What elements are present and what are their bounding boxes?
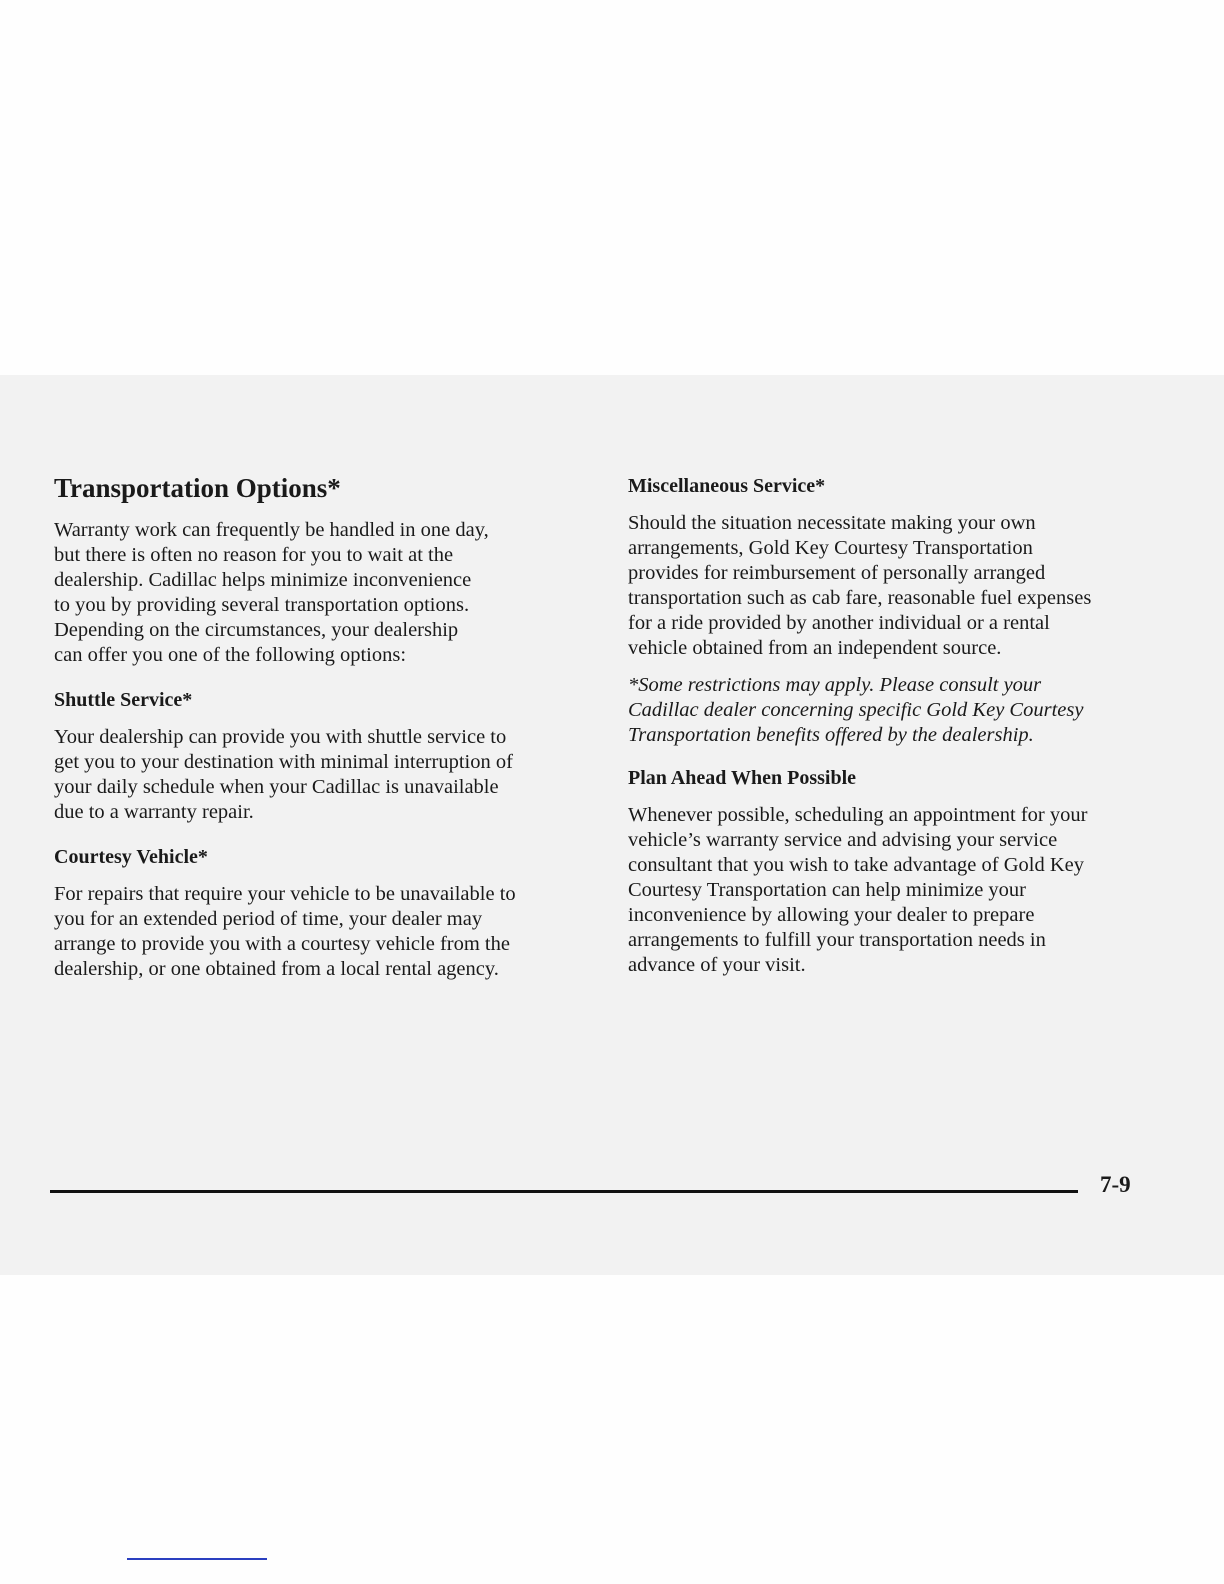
text-line: vehicle obtained from an independent source. (628, 637, 1002, 659)
text-line: Your dealership can provide you with shuttle service to (54, 726, 507, 749)
shuttle-service-heading: Shuttle Service* (54, 689, 193, 712)
text-line: arrangements, Gold Key Courtesy Transportation (628, 537, 1033, 559)
text-line: your daily schedule when your Cadillac is unavailable (54, 776, 499, 799)
text-line: Transportation benefits offered by the dealership. (628, 724, 1034, 746)
text-line: can offer you one of the following options: (54, 644, 407, 667)
text-line: but there is often no reason for you to wait at the (54, 544, 454, 567)
text-line: arrange to provide you with a courtesy vehicle from the (54, 933, 510, 956)
plan-ahead-heading: Plan Ahead When Possible (628, 767, 857, 789)
text-line: arrangements to fulfill your transportation needs in (628, 929, 1046, 951)
text-line: consultant that you wish to take advantage of Gold Key (628, 854, 1085, 876)
text-line: transportation such as cab fare, reasonable fuel expenses (628, 587, 1092, 609)
text-line: provides for reimbursement of personally arranged (628, 562, 1046, 584)
text-line: due to a warranty repair. (54, 801, 254, 824)
text-line: Should the situation necessitate making your own (628, 512, 1036, 534)
text-line: *Some restrictions may apply. Please consult your (628, 674, 1042, 696)
right-column (628, 472, 1158, 978)
text-line: inconvenience by allowing your dealer to prepare (628, 904, 1035, 926)
miscellaneous-service-paragraph (628, 511, 1158, 661)
shuttle-service-paragraph (54, 725, 586, 825)
intro-paragraph (54, 518, 586, 668)
text-line: Cadillac dealer concerning specific Gold Key Courtesy (628, 699, 1084, 721)
text-line: to you by providing several transportation options. (54, 594, 470, 617)
text-line: advance of your visit. (628, 954, 806, 976)
text-line: for a ride provided by another individual or a rental (628, 612, 1050, 634)
text-line: you for an extended period of time, your dealer may (54, 908, 483, 931)
courtesy-vehicle-heading: Courtesy Vehicle* (54, 846, 208, 869)
text-line: dealership. Cadillac helps minimize inconvenience (54, 569, 472, 592)
text-line: Depending on the circumstances, your dealership (54, 619, 459, 642)
footer-rule (50, 1190, 1078, 1193)
page-number: 7-9 (1100, 1172, 1131, 1197)
restrictions-footnote (628, 673, 1158, 748)
text-line: vehicle’s warranty service and advising your service (628, 829, 1058, 851)
text-line: Courtesy Transportation can help minimize your (628, 879, 1026, 901)
text-line: dealership, or one obtained from a local rental agency. (54, 958, 499, 981)
plan-ahead-paragraph (628, 803, 1158, 978)
text-line: get you to your destination with minimal interruption of (54, 751, 513, 774)
text-line: Whenever possible, scheduling an appointment for your (628, 804, 1088, 826)
left-column (54, 472, 586, 982)
page-title: Transportation Options* (54, 473, 341, 503)
bottom-link-underline (127, 1558, 267, 1560)
text-line: For repairs that require your vehicle to be unavailable to (54, 883, 516, 906)
courtesy-vehicle-paragraph (54, 882, 586, 982)
text-line: Warranty work can frequently be handled in one day, (54, 519, 489, 542)
miscellaneous-service-heading: Miscellaneous Service* (628, 475, 826, 497)
